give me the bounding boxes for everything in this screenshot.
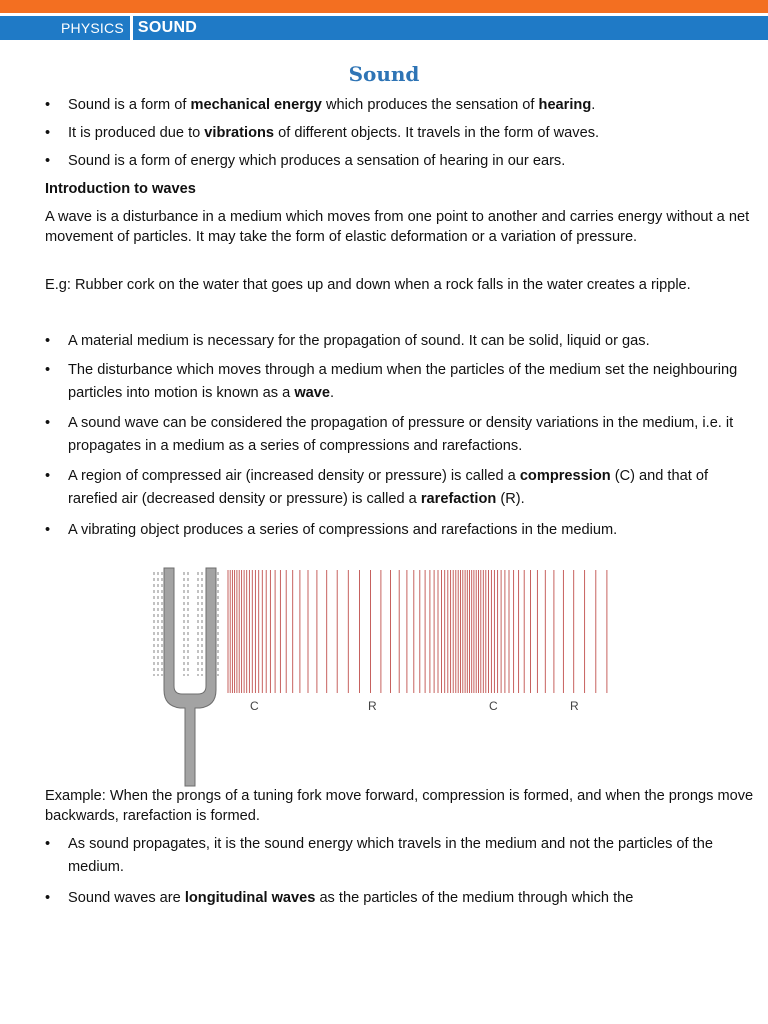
concept-bullet	[45, 412, 758, 458]
header-subject: PHYSICS	[61, 20, 124, 36]
text-run: .	[591, 97, 596, 113]
text-run: As sound propagates, it is the sound energy which travels in the medium and not the particles of the medium.	[68, 836, 713, 875]
text-run: (R).	[496, 491, 525, 507]
bold-term: rarefaction	[420, 491, 497, 507]
page-title: Sound	[348, 62, 420, 86]
concept-bullet	[45, 520, 768, 540]
text-run: A vibrating object produces a series of compressions and rarefactions in the medium.	[68, 522, 618, 538]
tuning-fork-example: Example: When the prongs of a tuning fork move forward, compression is formed, and when the prongs move backwards, rarefaction is formed.	[45, 788, 754, 824]
figure-label-rarefaction: R	[368, 699, 377, 713]
intro-bullet	[45, 151, 768, 171]
text-run: Sound waves are	[68, 890, 185, 906]
text-run: A region of compressed air (increased density or pressure) is called a	[68, 468, 520, 484]
text-run: Sound is a form of	[68, 97, 191, 113]
bold-term: longitudinal waves	[184, 890, 316, 906]
header-divider	[130, 16, 133, 40]
text-run: .	[330, 385, 335, 401]
wave-definition: A wave is a disturbance in a medium which moves from one point to another and carries energy without a net movement of particles. It may take the form of elastic deformation or a variation of pressure.	[45, 209, 750, 245]
text-run: Sound is a form of energy which produces a sensation of hearing in our ears.	[68, 153, 566, 169]
propagation-bullet	[45, 888, 768, 908]
text-run: The disturbance which moves through a medium when the particles of the medium set the neighbouring particles into motion is known as a	[68, 362, 738, 401]
header-accent-stripe	[0, 0, 768, 13]
bold-term: vibrations	[204, 125, 275, 141]
figure-label-compression: C	[250, 699, 259, 713]
intro-bullet	[45, 123, 768, 143]
figure-label-compression: C	[489, 699, 498, 713]
text-run: (C) and that of rarefied air (decreased density or pressure) is called a	[68, 468, 708, 507]
bold-term: mechanical energy	[190, 97, 322, 113]
figure-label-rarefaction: R	[570, 699, 579, 713]
bold-term: hearing	[538, 97, 592, 113]
compression-rarefaction-diagram	[150, 566, 620, 788]
text-run: as the particles of the medium through which the	[315, 890, 634, 906]
text-run: of different objects. It travels in the form of waves.	[274, 125, 600, 141]
tuning-fork-figure	[150, 566, 620, 788]
propagation-bullet	[45, 833, 758, 879]
text-run: A sound wave can be considered the propagation of pressure or density variations in the medium, i.e. it propagates in a medium as a series of compressions and rarefactions.	[68, 415, 734, 454]
text-run: which produces the sensation of	[321, 97, 539, 113]
bold-term: wave	[294, 385, 331, 401]
concept-bullet	[45, 331, 768, 351]
header-bar	[0, 16, 768, 40]
concept-bullet	[45, 359, 758, 405]
intro-bullet	[45, 95, 768, 115]
text-run: A material medium is necessary for the propagation of sound. It can be solid, liquid or gas.	[68, 333, 650, 349]
section-heading-waves: Introduction to waves	[45, 181, 196, 197]
text-run: It is produced due to	[68, 125, 205, 141]
wave-lines	[228, 570, 607, 693]
bold-term: compression	[519, 468, 611, 484]
wave-example: E.g: Rubber cork on the water that goes up and down when a rock falls in the water creates a ripple.	[45, 277, 691, 293]
tuning-fork-icon	[164, 568, 216, 786]
concept-bullet	[45, 465, 758, 511]
header-topic: SOUND	[137, 19, 198, 36]
